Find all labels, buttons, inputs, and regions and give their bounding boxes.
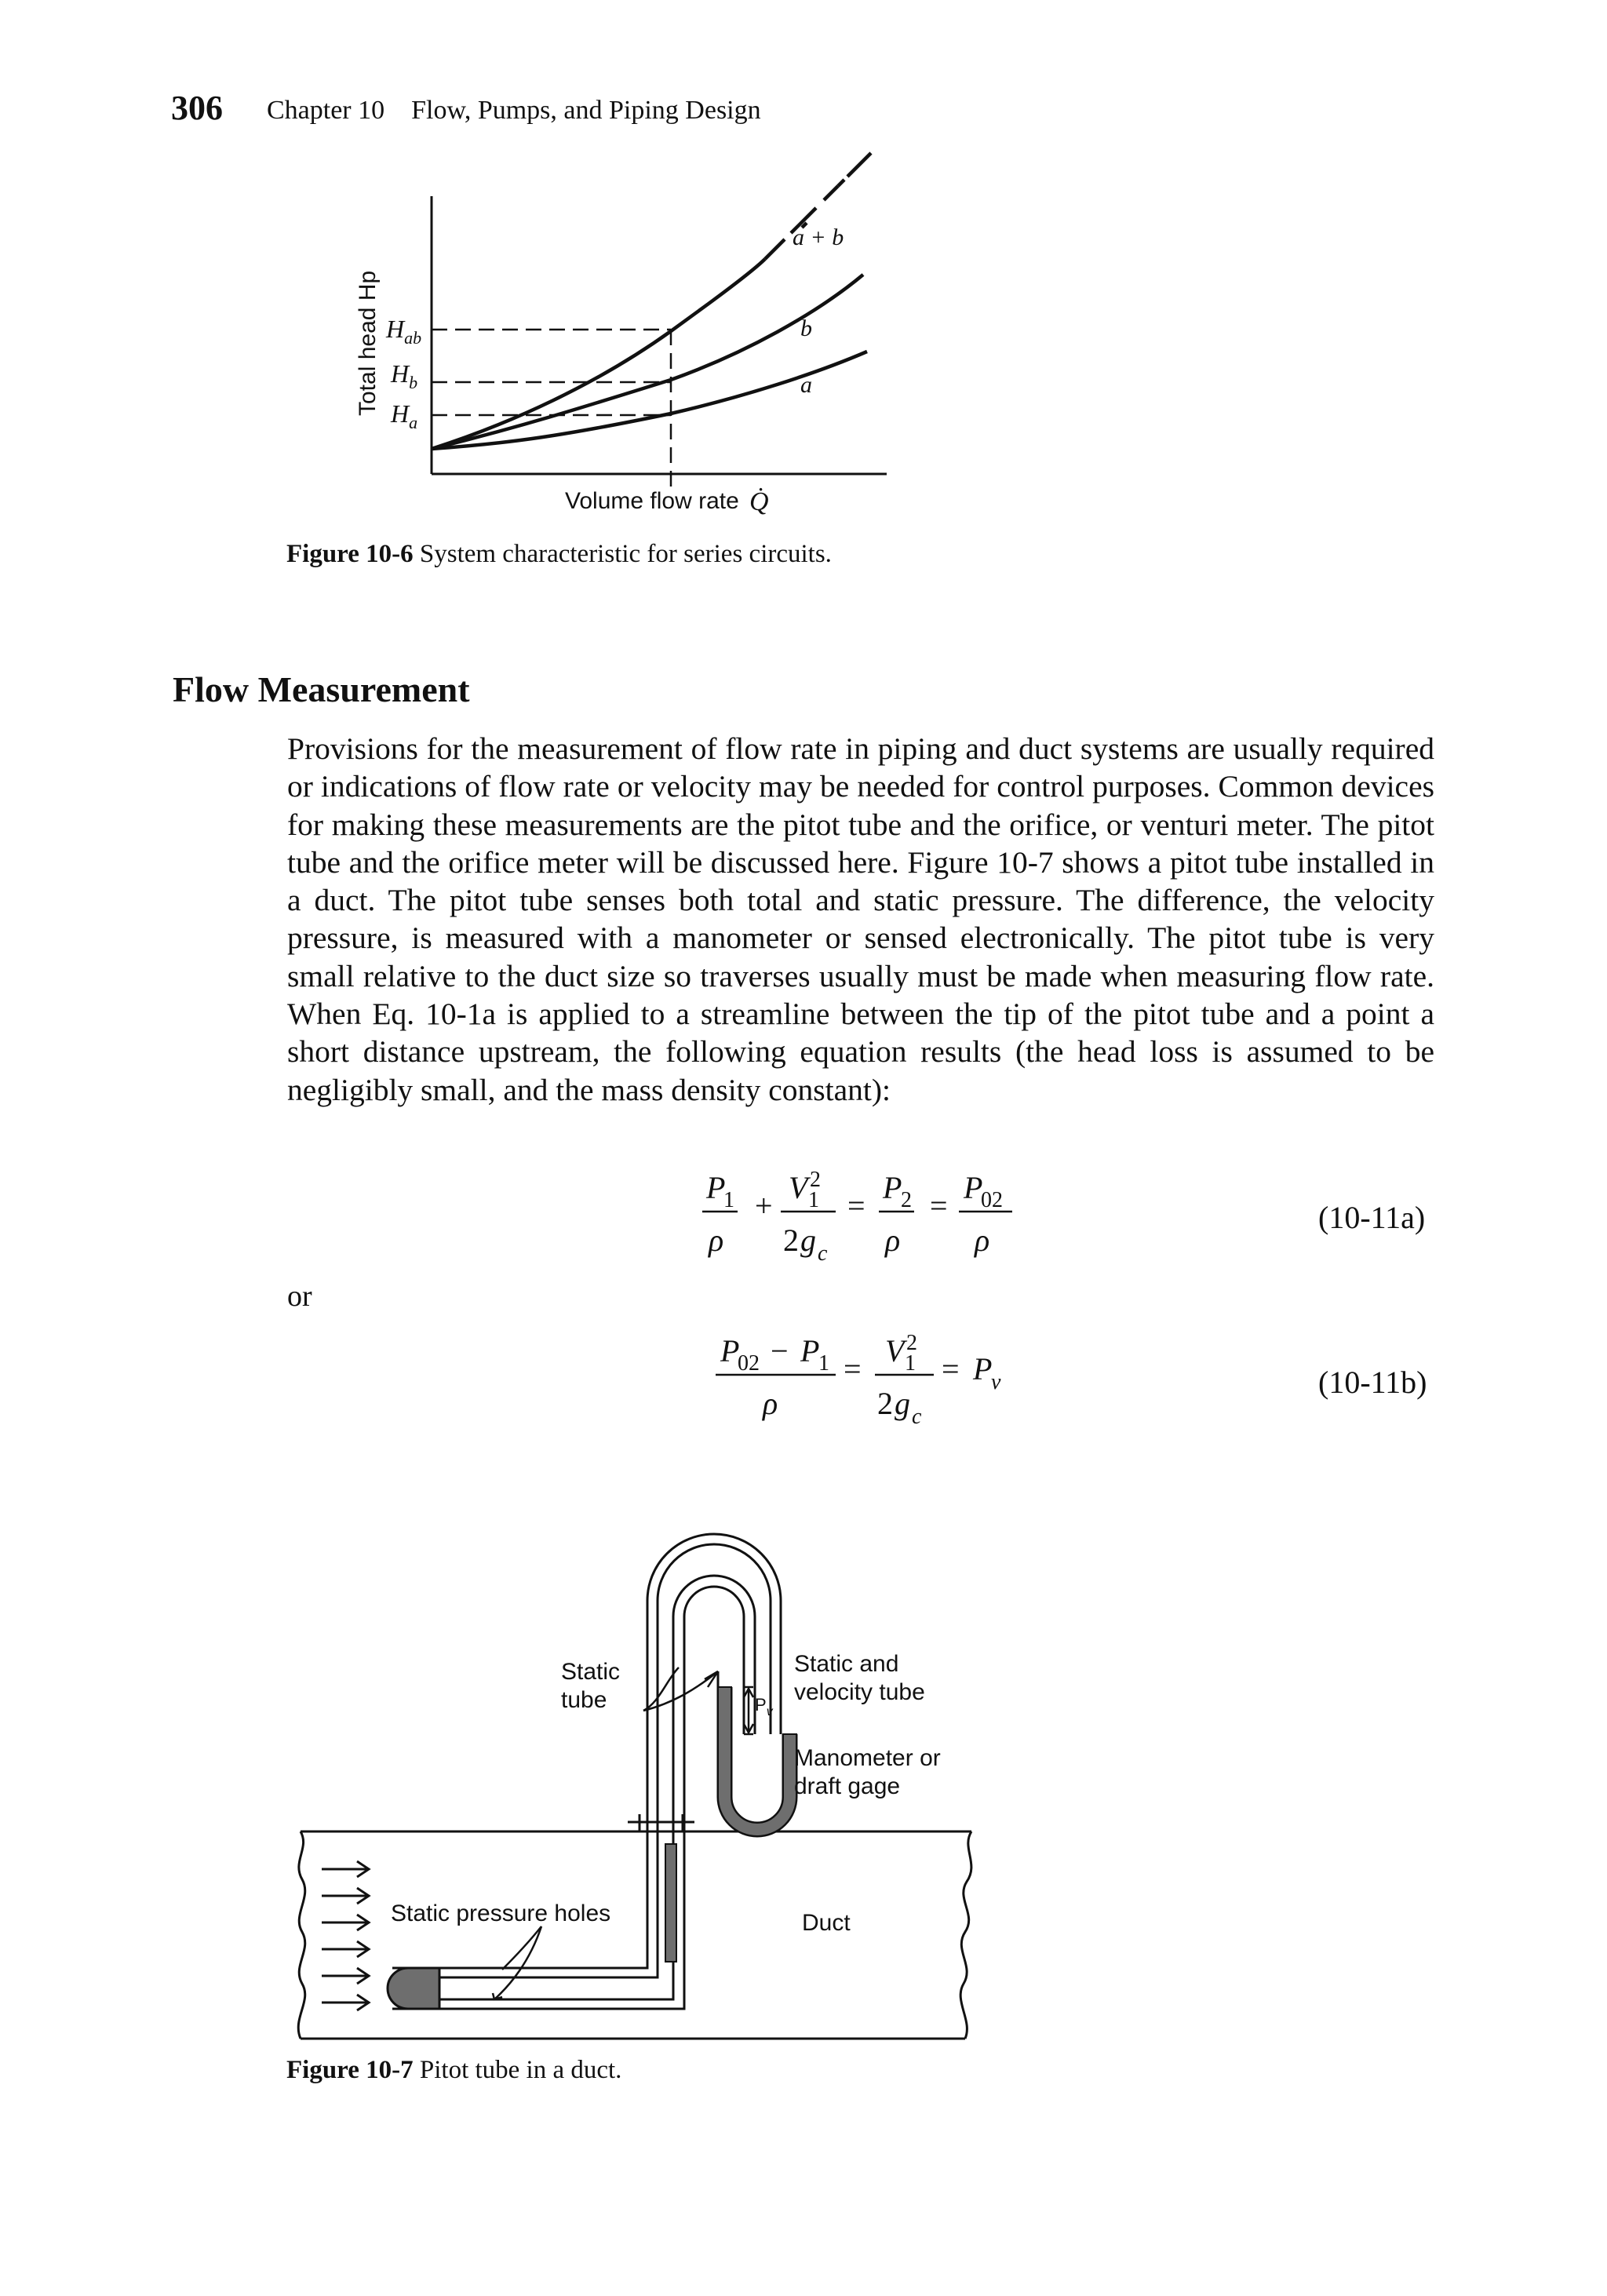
label-hab: $H_{ab}$ [386, 315, 422, 348]
pitot-tip [388, 1968, 439, 2009]
svg-text:P: P [800, 1333, 820, 1368]
velocity-tube-inner-b [400, 1576, 755, 1999]
svg-text:=: = [930, 1188, 948, 1223]
svg-text:1: 1 [818, 1351, 829, 1376]
svg-text:1: 1 [905, 1351, 916, 1376]
pv-marker [744, 1687, 753, 1734]
label-manometer-1: Manometer or [794, 1745, 941, 1771]
figure-10-6-caption-text: System characteristic for series circuits. [419, 540, 832, 568]
svg-text:ρ: ρ [763, 1386, 778, 1421]
curve-a-plus-b [432, 259, 765, 449]
svg-text:2: 2 [901, 1188, 912, 1212]
y-axis-label: Total head Hp [355, 270, 381, 416]
x-axis-symbol: Q̇ [749, 487, 769, 516]
curve-label-a: a [800, 372, 812, 398]
svg-text:ρ: ρ [885, 1223, 901, 1258]
body-paragraph: Provisions for the measurement of flow rate in piping and duct systems are usually required or indications of flow rate or velocity may be needed for control purposes. Common devices for making these measurements are the pitot tube and the orifice, or venturi meter. The pitot tube and the orifice meter will be discussed here. Figure 10-7 shows a pitot tube installed in a duct. The pitot tube senses both total and static pressure. The difference, the velocity pressure, is measured with a manometer or sensed electronically. The pitot tube is very small relative to the duct size so traverses usually must be made when measuring flow rate. When Eq. 10-1a is applied to a streamline between the tip of the pitot tube and a point a short distance upstream, the following equation results (the head loss is assumed to be negligibly small, and the mass density constant): [287, 731, 1434, 1107]
stem-fluid [665, 1844, 676, 1962]
svg-text:P: P [706, 1170, 726, 1205]
svg-text:02: 02 [738, 1351, 760, 1376]
section-heading: Flow Measurement [173, 669, 470, 709]
curve-a [432, 352, 867, 449]
label-static-tube-2: tube [561, 1687, 607, 1713]
svg-text:02: 02 [981, 1188, 1003, 1212]
svg-text:+: + [755, 1188, 773, 1223]
label-static-tube-1: Static [561, 1659, 621, 1685]
x-axis-label: Volume flow rate [565, 488, 739, 514]
svg-text:=: = [847, 1188, 865, 1223]
label-static-velocity-1: Static and [794, 1651, 899, 1677]
svg-text:v: v [991, 1370, 1001, 1394]
figure-10-7-caption [286, 2056, 621, 2085]
svg-text:V: V [789, 1170, 808, 1205]
label-hb: $H_b$ [391, 359, 418, 392]
svg-text:P: P [964, 1170, 983, 1205]
label-static-velocity-2: velocity tube [794, 1679, 925, 1705]
or-connector: or [287, 1280, 312, 1313]
svg-text:g: g [800, 1223, 816, 1258]
curve-label-a-plus-b: a + b [793, 224, 844, 250]
equation-10-11a-number: (10-11a) [1318, 1200, 1426, 1235]
svg-text:ρ: ρ [709, 1223, 724, 1258]
svg-text:=: = [942, 1351, 960, 1387]
svg-text:P: P [883, 1170, 902, 1205]
svg-text:1: 1 [723, 1188, 734, 1212]
equation-10-11b [706, 1326, 1020, 1436]
svg-text:=: = [844, 1351, 862, 1387]
label-manometer-2: draft gage [794, 1773, 901, 1799]
svg-text:ρ: ρ [975, 1223, 990, 1258]
figure-10-7-caption-label: Figure 10-7 [286, 2056, 414, 2084]
figure-10-6-caption [286, 540, 832, 569]
label-ha: $H_a$ [391, 399, 418, 432]
svg-text:g: g [895, 1386, 910, 1421]
svg-text:c: c [912, 1405, 922, 1429]
svg-text:P: P [720, 1333, 740, 1368]
page-number: 306 [171, 89, 223, 127]
curve-label-b: b [800, 315, 812, 341]
figure-10-7 [0, 1491, 1607, 2040]
equation-10-11b-number: (10-11b) [1318, 1365, 1427, 1400]
equation-10-11a [683, 1163, 1028, 1265]
svg-text:2: 2 [783, 1223, 799, 1258]
svg-text:V: V [885, 1333, 905, 1368]
curve-b [432, 275, 863, 449]
svg-text:2: 2 [877, 1386, 893, 1421]
svg-text:−: − [771, 1333, 789, 1368]
figure-10-6 [0, 0, 1607, 549]
svg-text:1: 1 [808, 1188, 819, 1212]
label-pv: $P_v$ [755, 1695, 773, 1718]
running-head: Chapter 10 Flow, Pumps, and Piping Design [267, 96, 761, 125]
figure-10-7-caption-text: Pitot tube in a duct. [419, 2056, 622, 2084]
flow-arrows [322, 1861, 369, 2010]
figure-10-6-caption-label: Figure 10-6 [286, 540, 414, 568]
svg-text:2: 2 [906, 1331, 917, 1355]
svg-text:c: c [818, 1241, 828, 1265]
label-static-pressure-holes: Static pressure holes [391, 1901, 611, 1926]
svg-text:2: 2 [810, 1168, 821, 1192]
svg-text:P: P [973, 1351, 993, 1387]
label-duct: Duct [802, 1910, 851, 1936]
static-tube-outer-b [392, 1587, 744, 2009]
